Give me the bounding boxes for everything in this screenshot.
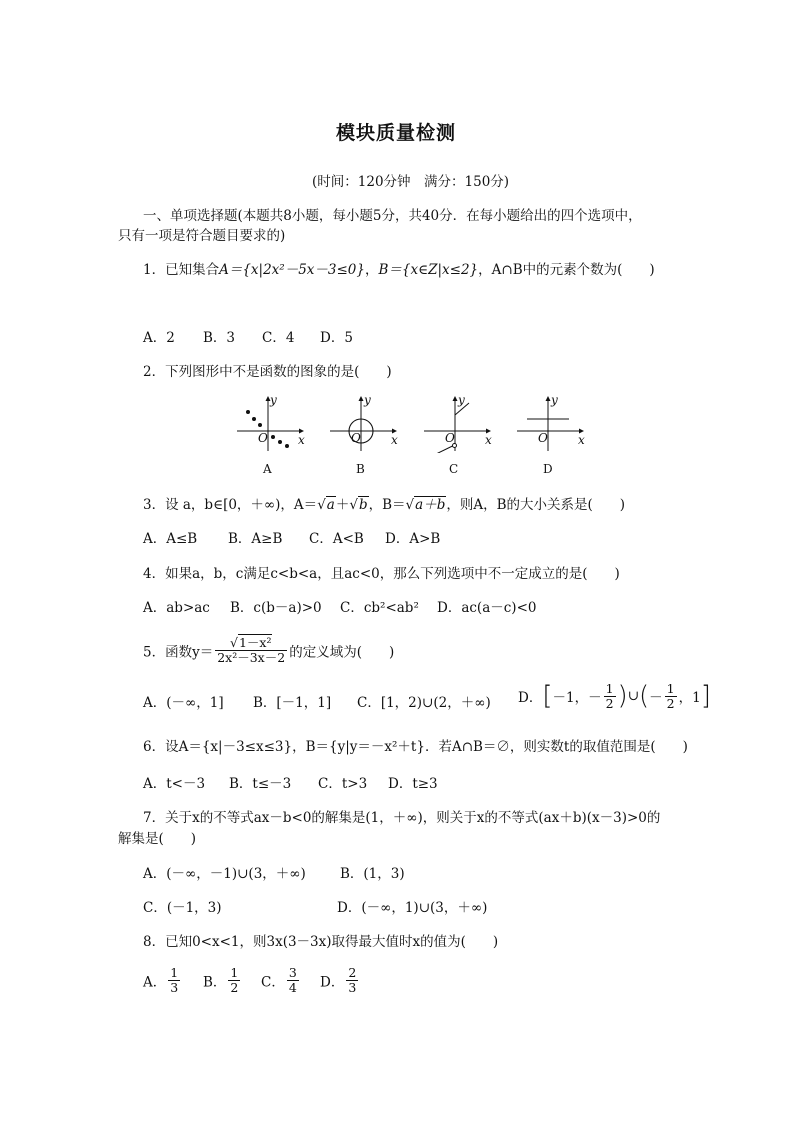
q1-option-c[interactable]: C．4 [262, 330, 295, 346]
point [258, 423, 262, 427]
q8-option-d[interactable] [320, 966, 360, 995]
q5-optd-letter: D． [518, 690, 543, 706]
graph-b-svg [328, 395, 398, 453]
question-8: 8．已知0<x<1，则3x(3－3x)取得最大值时x的值为( ) [143, 934, 499, 950]
q8-d-fraction: $\frac{2}{3}$ [348, 965, 357, 995]
q8-d-letter: D． [320, 974, 345, 991]
graph-b-x-label: x [391, 433, 398, 447]
q5-optd-a: －1，－ [552, 690, 602, 706]
graph-c-origin: O [445, 431, 455, 445]
q8-a-fraction: $\frac{1}{3}$ [170, 965, 179, 995]
q3-p3: ，B＝ [368, 497, 406, 513]
q1-prefix: 1．已知集合 [143, 262, 220, 278]
q8-option-b[interactable] [203, 966, 242, 995]
q5-option-d[interactable] [518, 681, 711, 711]
question-1 [143, 260, 655, 280]
q4-option-b[interactable]: B．c(b－a)>0 [230, 600, 322, 616]
bracket: [ [542, 681, 553, 711]
q1-option-b[interactable]: B．3 [203, 330, 236, 346]
graph-a-label: A [263, 462, 272, 476]
q3-radicand-b: b [358, 497, 368, 513]
q3-radicand-a: a [326, 497, 335, 513]
graph-c-svg [422, 395, 492, 453]
q5-numerator: √1－x² [215, 636, 287, 651]
q6-option-a[interactable]: A．t<－3 [143, 776, 206, 792]
sqrt-symbol: √ [405, 497, 415, 513]
q1-mid: ， [365, 262, 379, 278]
question-7-line1: 7．关于x的不等式ax－b<0的解集是(1，＋∞)，则关于x的不等式(ax＋b)(x－3)>0的 [143, 810, 661, 826]
q2-graph-d[interactable] [515, 395, 585, 453]
point [252, 417, 256, 421]
q8-c-letter: C． [261, 974, 285, 991]
q5-optd-frac1: $\frac{1}{2}$ [605, 680, 614, 711]
ray-lower [434, 446, 453, 453]
q5-denominator: 2x²－3x－2 [217, 650, 286, 665]
graph-a-y-label: y [270, 393, 277, 407]
q3-option-d[interactable]: D．A>B [385, 531, 441, 547]
graph-b-y-label: y [364, 393, 371, 407]
graph-d-y-label: y [551, 393, 558, 407]
q3-option-b[interactable]: B．A≥B [228, 531, 283, 547]
q3-p2: ＋ [335, 497, 350, 513]
q8-a-letter: A． [143, 974, 167, 991]
q5-prefix: 5．函数y＝ [143, 644, 214, 661]
graph-c-x-label: x [485, 433, 492, 447]
question-2: 2．下列图形中不是函数的图象的是( ) [143, 364, 392, 380]
bracket: ( [639, 681, 650, 711]
q1-suffix: ，A∩B中的元素个数为( ) [478, 262, 655, 278]
q5-optd-c: － [649, 690, 663, 706]
q5-optd-b: ∪ [627, 688, 639, 704]
exam-meta: (时间：120分钟 满分：150分) [312, 174, 510, 190]
q6-option-b[interactable]: B．t≤－3 [229, 776, 292, 792]
sqrt-symbol: √ [349, 497, 358, 513]
point [246, 410, 250, 414]
q1-set-a: A＝{x|2x²－5x－3≤0} [219, 262, 365, 278]
graph-d-x-label: x [578, 433, 585, 447]
q5-optd-frac2: $\frac{1}{2}$ [666, 680, 675, 711]
q8-b-fraction: $\frac{1}{2}$ [230, 965, 239, 995]
y-axis-arrow [546, 396, 551, 401]
q8-option-c[interactable] [261, 966, 301, 995]
graph-c-y-label: y [458, 393, 465, 407]
q7-option-d[interactable]: D．(－∞，1)∪(3，＋∞) [337, 900, 488, 916]
q5-fraction [215, 636, 287, 665]
q7-option-b[interactable]: B．(1，3) [340, 866, 405, 882]
section-header-line2: 只有一项是符合题目要求的) [118, 228, 286, 244]
graph-b-origin: O [351, 431, 361, 445]
graph-b-label: B [356, 462, 365, 476]
graph-d-label: D [543, 462, 553, 476]
graph-c-label: C [449, 462, 459, 476]
q5-optd-d: ，1 [678, 690, 701, 706]
page-title: 模块质量检测 [336, 122, 457, 144]
q8-c-fraction: $\frac{3}{4}$ [288, 965, 297, 995]
graph-d-origin: O [538, 431, 548, 445]
q3-radicand-ab: a＋b [415, 497, 446, 513]
q3-option-a[interactable]: A．A≤B [143, 531, 198, 547]
y-axis-arrow [359, 396, 364, 401]
q3-p4: ，则A，B的大小关系是( ) [446, 497, 626, 513]
q5-option-c[interactable]: C．[1，2)∪(2，＋∞) [357, 695, 491, 711]
graph-a-origin: O [258, 431, 268, 445]
bracket: ) [617, 681, 628, 711]
q5-suffix: 的定义域为( ) [289, 644, 395, 661]
q8-b-letter: B． [203, 974, 227, 991]
q4-option-c[interactable]: C．cb²<ab² [340, 600, 419, 616]
q8-option-a[interactable] [143, 966, 182, 995]
q1-option-a[interactable]: A．2 [143, 330, 175, 346]
bracket: ] [700, 681, 711, 711]
q1-set-b: B＝{x∈Z|x≤2} [378, 262, 479, 278]
question-3 [143, 495, 625, 515]
point [285, 444, 289, 448]
q7-option-c[interactable]: C．(－1，3) [143, 900, 222, 916]
q5-option-a[interactable]: A．(－∞，1] [143, 695, 224, 711]
q3-p1: 3．设 a，b∈[0，＋∞)，A＝ [143, 497, 318, 513]
point [278, 440, 282, 444]
q6-option-d[interactable]: D．t≥3 [388, 776, 438, 792]
q4-option-a[interactable]: A．ab>ac [143, 600, 210, 616]
q4-option-d[interactable]: D．ac(a－c)<0 [437, 600, 537, 616]
point [271, 435, 275, 439]
y-axis-arrow [453, 396, 458, 401]
q7-option-a[interactable]: A．(－∞，－1)∪(3，＋∞) [143, 866, 306, 882]
q2-graph-b[interactable] [328, 395, 398, 453]
q2-graph-c[interactable] [422, 395, 492, 453]
sqrt-symbol: √ [317, 497, 326, 513]
q5-option-b[interactable]: B．[－1，1] [253, 695, 332, 711]
q1-option-d[interactable]: D．5 [320, 330, 353, 346]
question-5 [143, 636, 394, 665]
question-6: 6．设A＝{x|－3≤x≤3}，B＝{y|y＝－x²＋t}．若A∩B＝∅，则实数t的取值范围是( ) [143, 739, 688, 755]
question-7-line2: 解集是( ) [118, 831, 197, 847]
q6-option-c[interactable]: C．t>3 [318, 776, 368, 792]
graph-d-svg [515, 395, 585, 453]
section-header-line1: 一、单项选择题(本题共8小题，每小题5分，共40分．在每小题给出的四个选项中， [143, 208, 642, 224]
question-4: 4．如果a，b，c满足c<b<a，且ac<0，那么下列选项中不一定成立的是( ) [143, 566, 620, 582]
q3-option-c[interactable]: C．A<B [309, 531, 364, 547]
graph-a-x-label: x [298, 433, 305, 447]
